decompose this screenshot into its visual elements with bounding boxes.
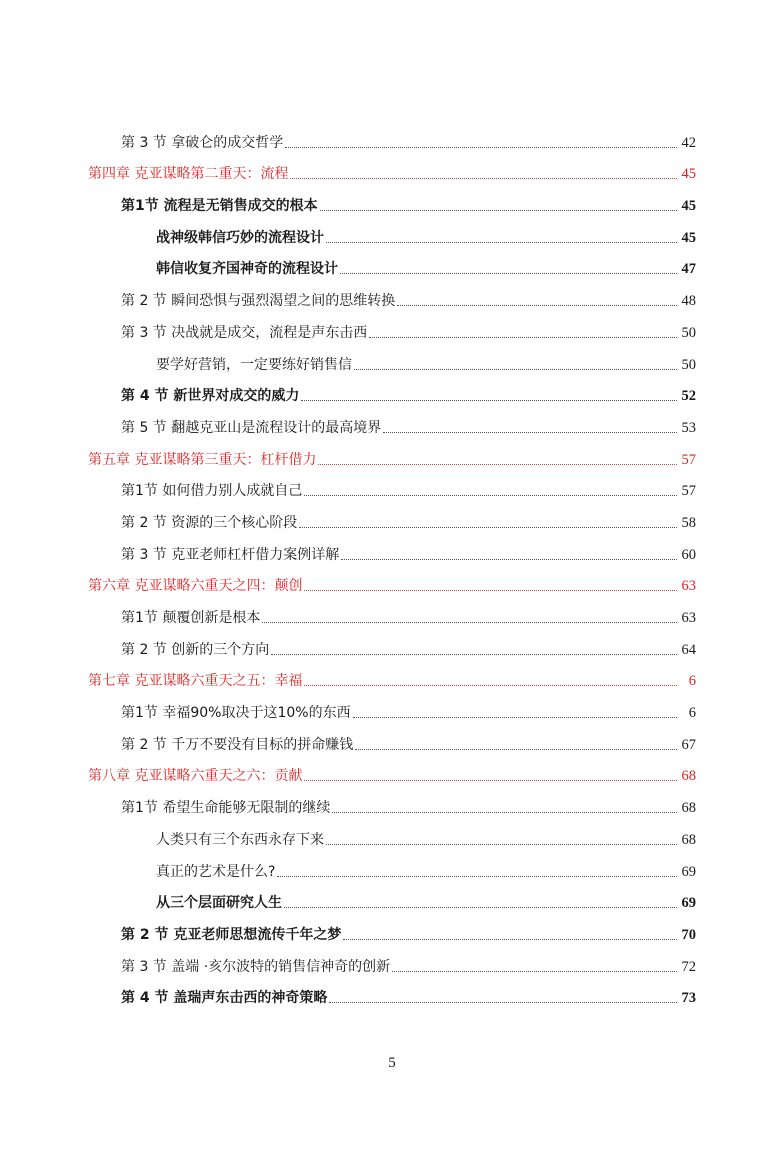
toc-chapter-entry[interactable] — [0, 566, 784, 598]
toc-entry-page: 63 — [681, 578, 696, 595]
toc-entry-page: 68 — [681, 800, 696, 817]
toc-entry-label: 第 3 节 决战就是成交，流程是声东击西 — [121, 324, 368, 341]
toc-entry-page: 57 — [681, 451, 696, 468]
toc-entry-page: 69 — [681, 895, 696, 912]
toc-section-entry[interactable] — [0, 978, 784, 1010]
toc-entry-label: 第 2 节 资源的三个核心阶段 — [121, 514, 298, 531]
toc-entry-page: 64 — [681, 641, 696, 658]
toc-entry-label: 第四章 克亚谋略第二重天：流程 — [88, 166, 289, 183]
toc-entry-label: 第五章 克亚谋略第三重天：杠杆借力 — [88, 451, 317, 468]
dot-leader — [383, 432, 677, 433]
dot-leader — [329, 1002, 677, 1003]
toc-entry-page: 45 — [681, 229, 696, 246]
toc-chapter-entry[interactable] — [0, 661, 784, 693]
toc-section-entry[interactable] — [0, 376, 784, 408]
toc-section-entry[interactable] — [0, 946, 784, 978]
dot-leader — [326, 242, 677, 243]
toc-section-entry[interactable] — [0, 534, 784, 566]
toc-section-entry[interactable] — [0, 407, 784, 439]
toc-entry-label: 第六章 克亚谋略六重天之四：颠创 — [88, 578, 303, 595]
toc-entry-label: 第1节 流程是无销售成交的根本 — [121, 198, 318, 215]
toc-entry-page: 45 — [681, 198, 696, 215]
dot-leader — [332, 812, 677, 813]
toc-entry-label: 人类只有三个东西永存下来 — [156, 831, 324, 848]
dot-leader — [341, 559, 677, 560]
toc-entry-page: 73 — [681, 990, 696, 1007]
toc-entry-label: 从三个层面研究人生 — [156, 895, 282, 912]
toc-section-entry[interactable] — [0, 819, 784, 851]
toc-entry-label: 战神级韩信巧妙的流程设计 — [156, 229, 324, 246]
toc-entry-label: 第 2 节 创新的三个方向 — [121, 641, 270, 658]
page-number: 5 — [388, 1055, 396, 1071]
dot-leader — [304, 590, 677, 591]
toc-entry-page: 53 — [681, 419, 696, 436]
toc-entry-page: 67 — [681, 736, 696, 753]
toc-entry-page: 69 — [681, 863, 696, 880]
toc-entry-label: 要学好营销，一定要练好销售信 — [156, 356, 352, 373]
toc-entry-label: 第1节 颠覆创新是根本 — [121, 610, 261, 626]
toc-chapter-entry[interactable] — [0, 439, 784, 471]
toc-entry-page: 57 — [681, 483, 696, 500]
dot-leader — [299, 527, 677, 528]
toc-entry-page: 47 — [681, 261, 696, 278]
toc-entry-page: 72 — [681, 958, 696, 975]
toc-entry-label: 第 2 节 千万不要没有目标的拼命赚钱 — [121, 736, 354, 753]
toc-section-entry[interactable] — [0, 597, 784, 629]
toc-entry-page: 6 — [688, 673, 696, 690]
toc-section-entry[interactable] — [0, 692, 784, 724]
toc-section-entry[interactable] — [0, 249, 784, 281]
dot-leader — [318, 464, 677, 465]
dot-leader — [343, 939, 677, 940]
dot-leader — [392, 971, 677, 972]
toc-entry-page: 6 — [688, 705, 696, 722]
toc-entry-label: 第七章 克亚谋略六重天之五：幸福 — [88, 673, 303, 690]
toc-entry-label: 第 3 节 克亚老师杠杆借力案例详解 — [121, 546, 340, 563]
dot-leader — [340, 273, 677, 274]
toc-entry-label: 第1节 如何借力别人成就自己 — [121, 483, 303, 500]
toc-entry-label: 第 2 节 瞬间恐惧与强烈渴望之间的思维转换 — [121, 293, 396, 310]
toc-entry-page: 63 — [681, 610, 696, 626]
dot-leader — [271, 654, 677, 655]
dot-leader — [284, 907, 677, 908]
toc-section-entry[interactable] — [0, 787, 784, 819]
toc-entry-page: 68 — [681, 831, 696, 848]
toc-entry-label: 第 2 节 克亚老师思想流传千年之梦 — [121, 926, 342, 943]
toc-entry-label: 真正的艺术是什么? — [156, 863, 276, 880]
toc-entry-label: 第八章 克亚谋略六重天之六：贡献 — [88, 768, 303, 785]
toc-section-entry[interactable] — [0, 851, 784, 883]
toc-section-entry[interactable] — [0, 312, 784, 344]
toc-entry-page: 50 — [681, 324, 696, 341]
dot-leader — [397, 305, 677, 306]
toc-section-entry[interactable] — [0, 280, 784, 312]
dot-leader — [320, 210, 677, 211]
toc-section-entry[interactable] — [0, 122, 784, 154]
dot-leader — [326, 844, 677, 845]
toc-section-entry[interactable] — [0, 629, 784, 661]
toc-section-entry[interactable] — [0, 914, 784, 946]
toc-entry-label: 第 4 节 新世界对成交的威力 — [121, 388, 300, 405]
toc-entry-page: 42 — [681, 134, 696, 151]
dot-leader — [304, 685, 677, 686]
toc-section-entry[interactable] — [0, 185, 784, 217]
toc-section-entry[interactable] — [0, 724, 784, 756]
dot-leader — [304, 495, 677, 496]
toc-entry-label: 第 3 节 盖端 ·亥尔波特的销售信神奇的创新 — [121, 958, 391, 975]
toc-section-entry[interactable] — [0, 471, 784, 503]
toc-entry-page: 70 — [681, 926, 696, 943]
dot-leader — [301, 400, 677, 401]
toc-entry-label: 第1节 幸福90%取决于这10%的东西 — [121, 705, 351, 722]
toc-entry-page: 60 — [681, 546, 696, 563]
dot-leader — [304, 780, 677, 781]
toc-entry-page: 58 — [681, 514, 696, 531]
toc-entry-page: 50 — [681, 356, 696, 373]
toc-entry-page: 68 — [681, 768, 696, 785]
toc-entry-label: 第 5 节 翻越克亚山是流程设计的最高境界 — [121, 419, 382, 436]
toc-section-entry[interactable] — [0, 217, 784, 249]
toc-section-entry[interactable] — [0, 883, 784, 915]
table-of-contents — [0, 122, 784, 1009]
toc-entry-label: 韩信收复齐国神奇的流程设计 — [156, 261, 338, 278]
toc-section-entry[interactable] — [0, 344, 784, 376]
toc-entry-label: 第 4 节 盖瑞声东击西的神奇策略 — [121, 990, 328, 1007]
toc-chapter-entry[interactable] — [0, 154, 784, 186]
dot-leader — [290, 178, 677, 179]
dot-leader — [277, 876, 677, 877]
dot-leader — [369, 337, 677, 338]
dot-leader — [354, 369, 677, 370]
dot-leader — [285, 147, 677, 148]
dot-leader — [353, 717, 677, 718]
toc-entry-page: 52 — [681, 388, 696, 405]
dot-leader — [262, 622, 677, 623]
toc-entry-page: 48 — [681, 293, 696, 310]
dot-leader — [355, 749, 677, 750]
toc-entry-page: 45 — [681, 166, 696, 183]
toc-entry-label: 第1节 希望生命能够无限制的继续 — [121, 800, 331, 817]
toc-chapter-entry[interactable] — [0, 756, 784, 788]
toc-entry-label: 第 3 节 拿破仑的成交哲学 — [121, 134, 284, 151]
toc-section-entry[interactable] — [0, 502, 784, 534]
